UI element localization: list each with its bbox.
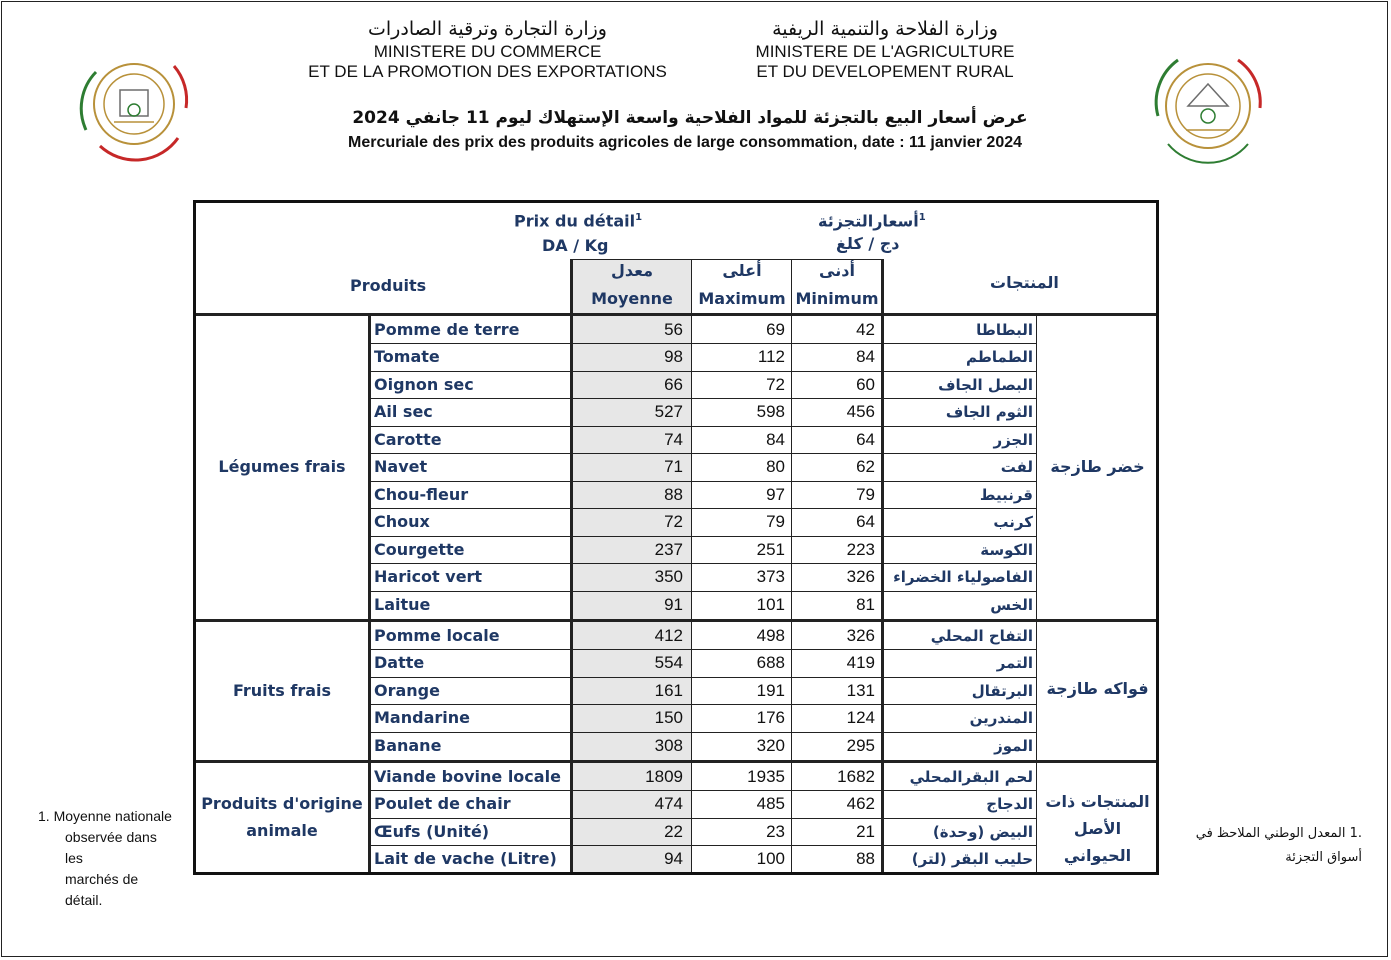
product-name-ar: كرنب — [993, 513, 1033, 531]
footnote-ar-line2: أسواق التجزئة — [1285, 850, 1362, 865]
footnote-fr-line1: 1. Moyenne nationale — [38, 808, 172, 824]
price-moyenne: 72 — [664, 512, 683, 531]
product-name-fr: Laitue — [374, 595, 431, 614]
category-animal-fr — [196, 790, 368, 844]
product-name-fr: Choux — [374, 512, 430, 531]
product-name-ar: الطماطم — [966, 348, 1033, 366]
price-moyenne: 91 — [664, 595, 683, 614]
product-name-ar: التفاح المحلي — [930, 627, 1033, 645]
header-minimum-ar: أدنى — [819, 261, 855, 280]
header-maximum-fr: Maximum — [698, 289, 786, 308]
price-moyenne: 237 — [654, 540, 683, 559]
product-name-ar: الجزر — [993, 431, 1033, 449]
header-produits: Produits — [350, 276, 427, 295]
product-name-ar: الدجاج — [986, 795, 1033, 813]
price-maximum: 23 — [766, 822, 785, 841]
price-moyenne: 1809 — [645, 767, 683, 786]
product-name-ar: البصل الجاف — [938, 376, 1033, 394]
price-maximum: 1935 — [747, 767, 785, 786]
price-moyenne: 412 — [654, 626, 683, 645]
vline-maximum-left — [691, 259, 692, 872]
price-maximum: 176 — [756, 708, 785, 727]
ministry-commerce-header — [290, 16, 685, 82]
category-legumes-ar: خضر طازجة — [1050, 457, 1145, 476]
group-separator — [196, 619, 1156, 622]
price-minimum: 1682 — [837, 767, 875, 786]
ministry-agriculture-emblem — [1148, 46, 1268, 166]
product-name-fr: Haricot vert — [374, 567, 483, 586]
ministry-commerce-emblem — [74, 46, 194, 166]
header-prix-detail-fr: Prix du détail$^1$ — [514, 211, 643, 231]
category-animal-fr-line1: Produits d'origine — [201, 794, 363, 813]
product-name-fr: Pomme locale — [374, 626, 500, 645]
price-moyenne: 94 — [664, 849, 683, 868]
product-name-fr: Oignon sec — [374, 375, 474, 394]
price-moyenne: 22 — [664, 822, 683, 841]
price-minimum: 462 — [846, 794, 875, 813]
price-moyenne: 308 — [654, 736, 683, 755]
price-minimum: 64 — [856, 512, 875, 531]
product-name-fr: Navet — [374, 457, 428, 476]
price-maximum: 100 — [756, 849, 785, 868]
category-animal-fr-line2: animale — [246, 821, 318, 840]
product-name-fr: Carotte — [374, 430, 442, 449]
product-name-fr: Ail sec — [374, 402, 433, 421]
price-maximum: 485 — [756, 794, 785, 813]
price-minimum: 131 — [846, 681, 875, 700]
price-moyenne: 98 — [664, 347, 683, 366]
price-minimum: 21 — [856, 822, 875, 841]
header-moyenne-ar: معدل — [610, 261, 654, 280]
price-minimum: 456 — [846, 402, 875, 421]
price-minimum: 124 — [846, 708, 875, 727]
price-minimum: 88 — [856, 849, 875, 868]
price-table — [193, 200, 1159, 875]
price-moyenne: 66 — [664, 375, 683, 394]
price-minimum: 81 — [856, 595, 875, 614]
price-maximum: 80 — [766, 457, 785, 476]
category-fruits-ar: فواكه طازجة — [1046, 679, 1149, 698]
product-name-fr: Banane — [374, 736, 442, 755]
price-maximum: 69 — [766, 320, 785, 339]
price-moyenne: 161 — [654, 681, 683, 700]
product-name-ar: البطاطا — [976, 321, 1033, 339]
vline-arabic-left — [881, 259, 884, 872]
ministry-agriculture-fr-line1: MINISTERE DE L'AGRICULTURE — [755, 42, 1015, 61]
price-moyenne: 88 — [664, 485, 683, 504]
header-minimum-fr: Minimum — [795, 289, 879, 308]
price-maximum: 251 — [756, 540, 785, 559]
product-name-fr: Œufs (Unité) — [374, 822, 490, 841]
price-maximum: 320 — [756, 736, 785, 755]
ministry-commerce-fr-line2: ET DE LA PROMOTION DES EXPORTATIONS — [308, 62, 667, 81]
product-name-ar: الكوسة — [980, 541, 1033, 559]
product-name-ar: قرنبيط — [979, 486, 1033, 504]
document-title-ar: عرض أسعار البيع بالتجزئة للمواد الفلاحية واسعة الإستهلاك ليوم 11 جانفي 2024 — [352, 108, 1028, 128]
document-title-fr: Mercuriale des prix des produits agricoles de large consommation, date : 11 janvier 2024 — [347, 134, 1023, 151]
product-name-ar: البيض (وحدة) — [932, 823, 1033, 841]
footnote-fr — [38, 806, 178, 911]
product-name-ar: لحم البقرالمحلي — [909, 768, 1033, 786]
vline-minimum-left — [791, 259, 792, 872]
price-maximum: 97 — [766, 485, 785, 504]
product-name-fr: Orange — [374, 681, 440, 700]
product-name-ar: الموز — [994, 737, 1033, 755]
price-moyenne: 350 — [654, 567, 683, 586]
ministry-agriculture-ar: وزارة الفلاحة والتنمية الريفية — [772, 18, 998, 40]
vline-category-right — [1036, 316, 1037, 872]
product-name-ar: الثوم الجاف — [945, 403, 1033, 421]
price-moyenne: 474 — [654, 794, 683, 813]
product-name-fr: Tomate — [374, 347, 440, 366]
header-subline — [570, 259, 882, 260]
price-minimum: 326 — [846, 626, 875, 645]
price-maximum: 191 — [756, 681, 785, 700]
price-maximum: 72 — [766, 375, 785, 394]
product-name-fr: Chou-fleur — [374, 485, 469, 504]
price-moyenne: 150 — [654, 708, 683, 727]
price-minimum: 60 — [856, 375, 875, 394]
price-minimum: 64 — [856, 430, 875, 449]
price-moyenne: 71 — [664, 457, 683, 476]
header-moyenne-fr: Moyenne — [591, 289, 673, 308]
ministry-agriculture-header — [735, 16, 1035, 82]
price-maximum: 112 — [757, 347, 785, 366]
header-unit-ar: دج / كلغ — [836, 234, 900, 253]
price-maximum: 84 — [766, 430, 785, 449]
product-name-ar: الفاصولياء الخضراء — [893, 568, 1033, 586]
category-animal-ar-line1: المنتجات ذات — [1045, 792, 1150, 811]
price-minimum: 295 — [846, 736, 875, 755]
product-name-ar: الخس — [990, 596, 1033, 614]
category-animal-ar — [1039, 788, 1156, 869]
group-separator — [196, 313, 1156, 316]
price-minimum: 62 — [856, 457, 875, 476]
price-maximum: 688 — [756, 653, 785, 672]
product-name-fr: Courgette — [374, 540, 465, 559]
product-name-ar: حليب البقر (لتر) — [911, 850, 1033, 868]
product-name-ar: البرتقال — [971, 682, 1033, 700]
vline-category-left — [368, 316, 371, 872]
product-name-fr: Pomme de terre — [374, 320, 520, 339]
price-minimum: 42 — [856, 320, 875, 339]
category-legumes-fr: Légumes frais — [218, 457, 346, 476]
price-moyenne: 527 — [654, 402, 683, 421]
category-fruits-fr: Fruits frais — [232, 681, 332, 700]
product-name-ar: التمر — [996, 654, 1033, 672]
product-name-fr: Poulet de chair — [374, 794, 511, 813]
price-minimum: 79 — [856, 485, 875, 504]
product-name-fr: Mandarine — [374, 708, 470, 727]
product-name-fr: Datte — [374, 653, 425, 672]
group-separator — [196, 760, 1156, 763]
header-unit-fr: DA / Kg — [542, 236, 609, 255]
price-minimum: 223 — [846, 540, 875, 559]
footnote-ar-line1: .1 المعدل الوطني الملاحظ في — [1195, 826, 1362, 841]
price-maximum: 498 — [756, 626, 785, 645]
product-name-ar: لفت — [1000, 458, 1033, 476]
product-name-fr: Lait de vache (Litre) — [374, 849, 557, 868]
footnote-fr-line2: observée dans les — [65, 829, 157, 866]
price-moyenne: 554 — [654, 653, 683, 672]
product-name-ar: المندرين — [969, 709, 1033, 727]
footnote-fr-line3: marchés de détail. — [65, 871, 139, 908]
footnote-ar — [1182, 822, 1362, 870]
price-maximum: 598 — [756, 402, 785, 421]
product-name-fr: Viande bovine locale — [374, 767, 561, 786]
header-maximum-ar: أعلى — [722, 261, 762, 280]
price-minimum: 84 — [856, 347, 875, 366]
header-montajat: المنتجات — [990, 273, 1059, 292]
ministry-commerce-fr-line1: MINISTERE DU COMMERCE — [373, 42, 602, 61]
price-maximum: 101 — [756, 595, 785, 614]
price-maximum: 79 — [766, 512, 785, 531]
price-maximum: 373 — [756, 567, 785, 586]
price-minimum: 326 — [846, 567, 875, 586]
price-minimum: 419 — [846, 653, 875, 672]
price-moyenne: 56 — [664, 320, 683, 339]
ministry-commerce-ar: وزارة التجارة وترقية الصادرات — [368, 18, 607, 40]
price-moyenne: 74 — [664, 430, 683, 449]
category-animal-ar-line2: الأصل الحيواني — [1063, 819, 1132, 865]
ministry-agriculture-fr-line2: ET DU DEVELOPEMENT RURAL — [756, 62, 1014, 81]
header-prix-detail-ar: $^1$أسعارالتجزئة — [818, 211, 926, 231]
